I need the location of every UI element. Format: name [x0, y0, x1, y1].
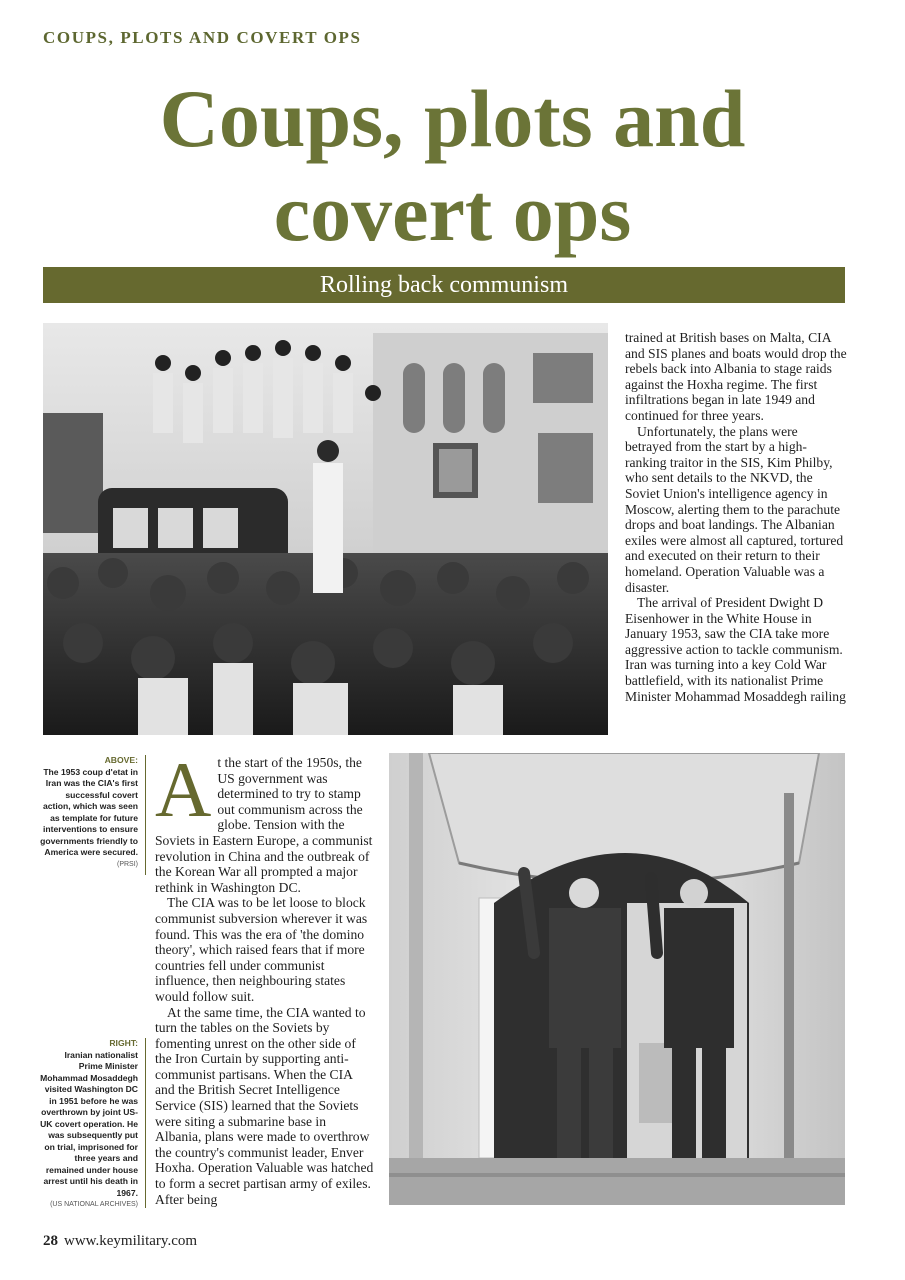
paragraph: trained at British bases on Malta, CIA and SIS planes and boats would drop the rebels back into Albania to stage raids against the Hoxha regime. The first infiltrations began in late 1949 and continued for three years. — [625, 330, 847, 423]
paragraph: At the same time, the CIA wanted to turn the tables on the Soviets by fomenting unrest on the other side of the Iron Curtain by supporting anti-communist partisans. When the CIA and the British Secret Intelligence Service (SIS) learned that the Soviets were siting a submarine base in Albania, plans were made to overthrow the country's communist leader, Enver Hoxha. Operation Valuable was hatched to form a secret partisan army of exiles. After being — [155, 1004, 374, 1207]
website-link[interactable]: www.keymilitary.com — [64, 1233, 198, 1249]
page-title-line-2: covert ops — [273, 167, 632, 258]
caption-right — [40, 1038, 138, 1211]
subhead-bar: Rolling back communism — [43, 267, 845, 303]
paragraph: The CIA was to be let loose to block communist subversion wherever it was found. This was the era of 'the domino theory', which raised fears that if more countries fell under communist influence, then neighbouring states would follow suit. — [155, 895, 368, 1004]
page-number: 28 — [43, 1233, 58, 1249]
paragraph-intro — [155, 746, 375, 895]
truman-mosaddegh-photo — [389, 753, 845, 1205]
caption-divider — [145, 1038, 146, 1208]
paragraph-text: t the start of the 1950s, the US government was determined to try to stamp out communism across the globe. Tension with the Soviets in Eastern Europe, a communist revolution in China and the outbreak of the Korean War all prompted a major rethink in Washington DC. — [155, 755, 373, 895]
article-right-column — [625, 330, 847, 704]
section-label: COUPS, PLOTS AND COVERT OPS — [43, 28, 362, 47]
caption-label: ABOVE: — [104, 755, 138, 765]
paragraph: Unfortunately, the plans were betrayed from the start by a high-ranking traitor in the SIS, Kim Philby, who sent details to the NKVD, the Soviet Union's intelligence agency in Moscow, alerting them to the parachute drops and boat landings. The Albanian exiles were almost all captured, tortured and executed on their return to their homeland. Operation Valuable was a disaster. — [625, 423, 844, 595]
caption-text: The 1953 coup d'etat in Iran was the CIA's first successful covert action, which was seen as template for future interventions to ensure governments friendly to America were secured. — [40, 766, 138, 857]
article-main-column — [155, 746, 375, 1207]
paragraph: The arrival of President Dwight D Eisenhower in the White House in January 1953, saw the CIA take more aggressive action to tackle communism. Iran was turning into a key Cold War battlefield, with its nationalist Prime Minister Mohammad Mosaddegh railing — [625, 595, 846, 704]
page-title — [0, 72, 905, 260]
page-footer — [43, 1233, 197, 1250]
caption-text: Iranian nationalist Prime Minister Mohammad Mosaddegh visited Washington DC in 1951 before he was overthrown by joint US-UK covert operation. He was subsequently put on trial, imprisoned for three years and remained under house arrest until his death in 1967. — [40, 1049, 138, 1198]
caption-credit: (PRSI) — [117, 860, 138, 868]
caption-above — [40, 755, 138, 870]
drop-cap: A — [155, 746, 212, 833]
caption-credit: (US NATIONAL ARCHIVES) — [50, 1201, 138, 1208]
page-title-line-1: Coups, plots and — [159, 73, 746, 164]
caption-label: RIGHT: — [109, 1038, 138, 1048]
caption-divider — [145, 755, 146, 875]
coup-crowd-photo — [43, 323, 608, 735]
